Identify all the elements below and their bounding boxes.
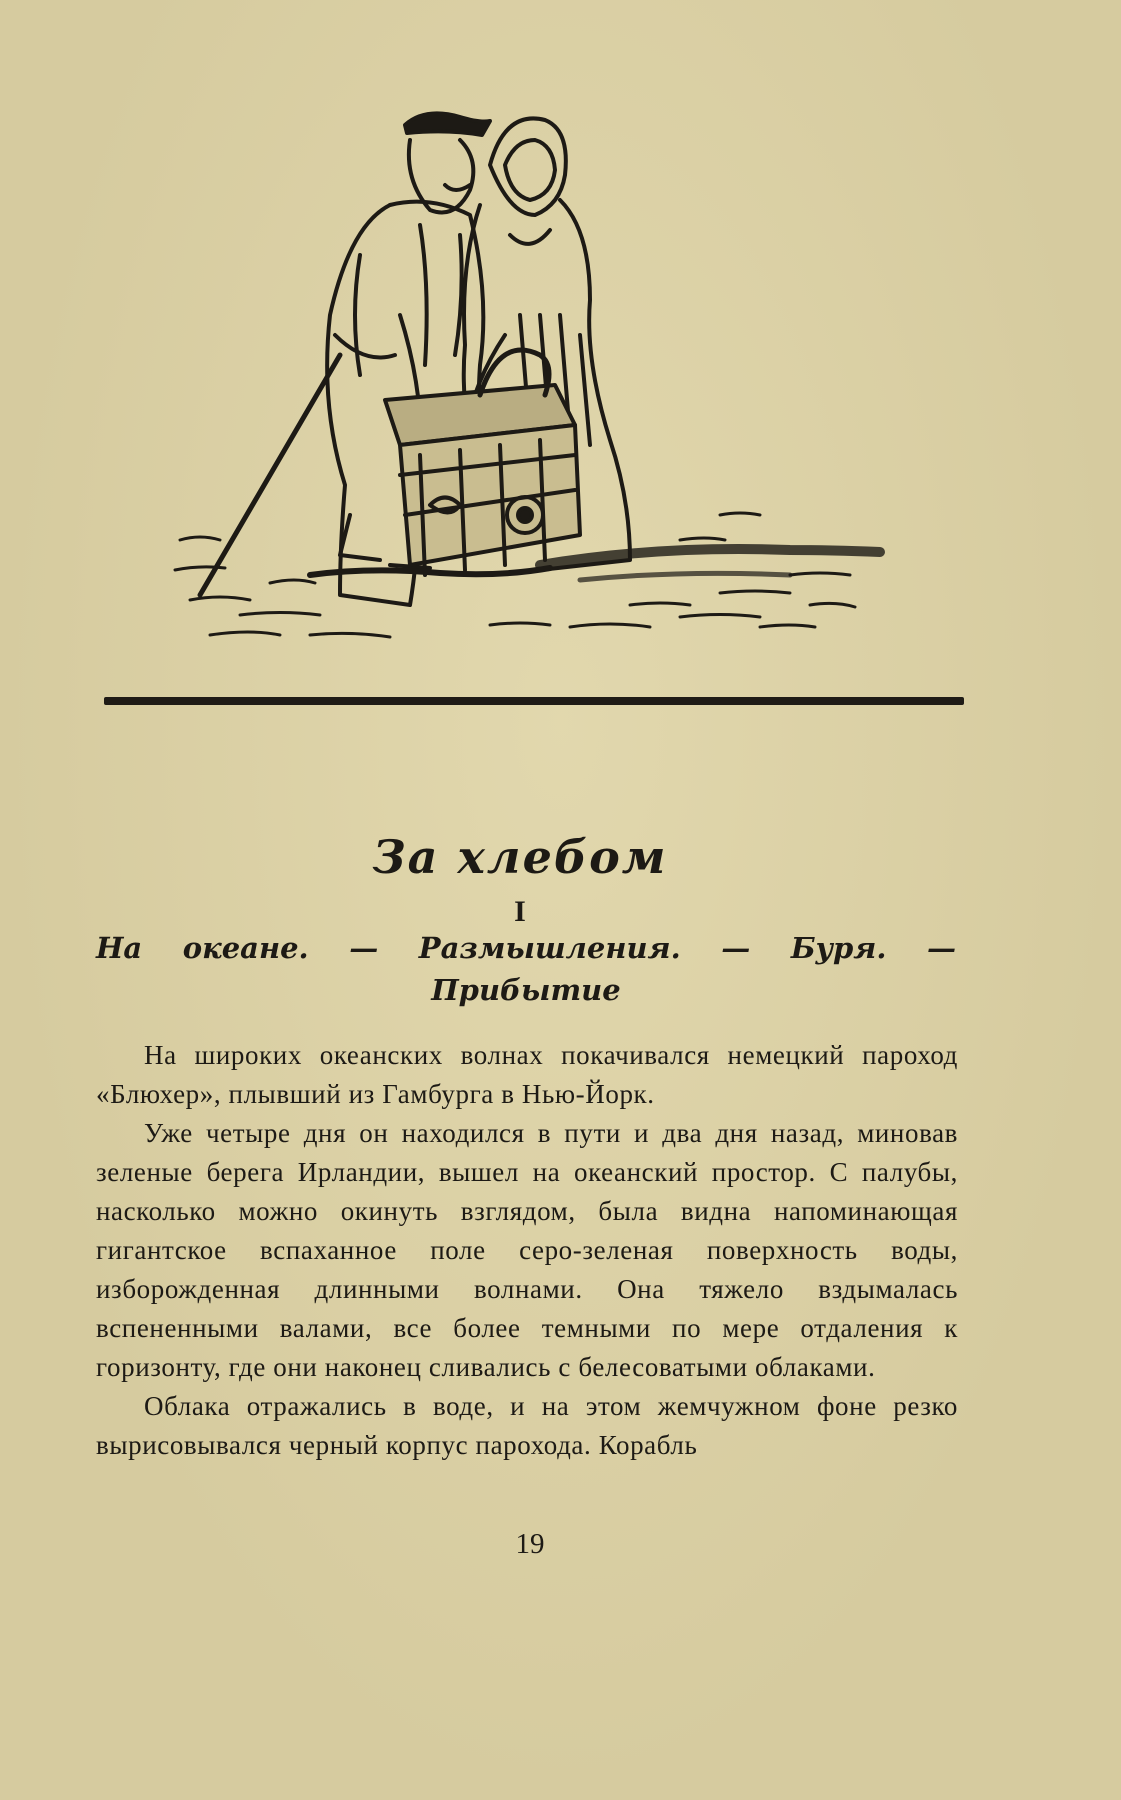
paragraph: Уже четыре дня он находился в пути и два дня назад, миновав зеленые берега Ирландии, вышел на океанский простор. С палубы, насколько можно окинуть взглядом, была видна напоминающая гигантское вспаханное поле серо-зеленая поверхность воды, изборожденная длинными волнами. Она тяжело вздымалась вспененными валами, все более темными по мере отдаления к горизонту, где они наконец сливались с белесоватыми облаками. [96, 1118, 958, 1382]
paragraph: Облака отражались в воде, и на этом жемчужном фоне резко вырисовывался черный корпус парохода. Корабль [96, 1391, 958, 1460]
chapter-divider [104, 697, 964, 705]
page-number: 19 [515, 1528, 545, 1560]
emigrants-illustration [160, 95, 920, 655]
chapter-subtitle: На океане. — Размышления. — Буря. — Прибытие [96, 931, 956, 1007]
chapter-text [96, 1036, 958, 1465]
paragraph: На широких океанских волнах покачивался немецкий пароход «Блюхер», плывший из Гамбурга в Нью-Йорк. [96, 1040, 958, 1109]
chapter-title: За хлебом [372, 830, 668, 884]
chapter-number: I [514, 895, 526, 928]
